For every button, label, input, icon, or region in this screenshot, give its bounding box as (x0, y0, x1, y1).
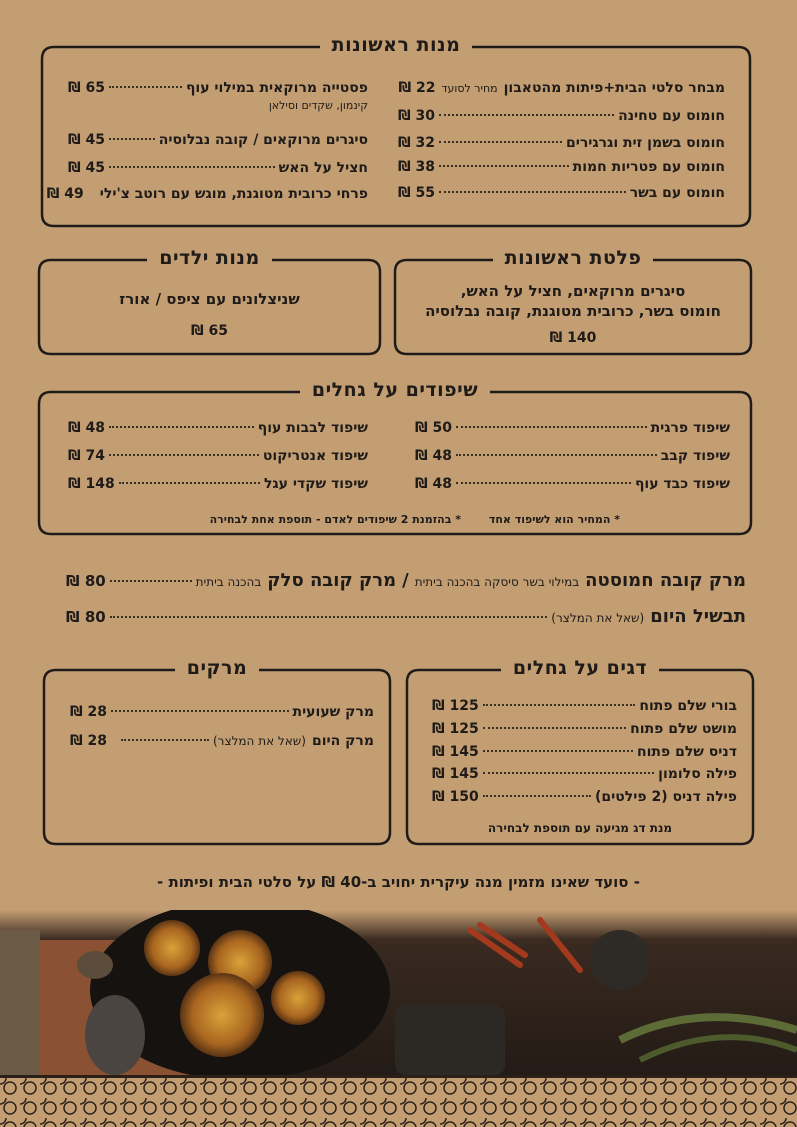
skewers-note-right: * המחיר הוא לשיפוד אחד (488, 513, 620, 526)
starter-subtext: קינמון, שקדים וסילאן (268, 99, 368, 112)
dish-of-day-line: תבשיל היום (שאל את המלצר) ₪ 80 (66, 606, 746, 627)
food-photo (0, 910, 797, 1075)
soups-panel (42, 657, 392, 846)
soups-title: מרקים (175, 657, 260, 679)
kubbeh-name1: מרק קובה חמוסטה (585, 570, 746, 591)
dish-of-day-name: תבשיל היום (650, 606, 746, 627)
starter-item: חציל על האש ₪ 45 (68, 160, 368, 176)
kids-line: שניצלונים עם ציפס / אורז (119, 290, 300, 308)
kids-title: מנות ילדים (147, 247, 272, 269)
skewer-item: שיפוד שקדי עגל ₪ 148 (68, 476, 368, 492)
soup-item: מרק שעועית ₪ 28 (70, 704, 374, 720)
food-photo-art (0, 910, 797, 1075)
kubbeh-name2: מרק קובה סלק (267, 570, 397, 591)
soups-frame (42, 668, 392, 846)
fish-item: מושט שלם פתוח ₪ 125 (432, 721, 737, 737)
platter-title: פלטת ראשונות (493, 247, 654, 269)
kubbeh-line: מרק קובה חמוסטה במילוי בשר סיסקה בהכנה ביתית / מרק קובה סלק בהכנה ביתית ₪ 80 (66, 570, 746, 591)
kubbeh-desc1: במילוי בשר סיסקה בהכנה ביתית (414, 575, 580, 589)
skewer-item: שיפוד קבב ₪ 48 (415, 448, 730, 464)
starter-item: סיגרים מרוקאים / קובה נבלוסיה ₪ 45 (68, 132, 368, 148)
platter-price: 140 ₪ (549, 330, 597, 346)
starter-item: חומוס עם בשר ₪ 55 (398, 185, 725, 201)
skewers-title: שיפודים על גחלים (300, 379, 490, 401)
kubbeh-desc2: בהכנה ביתית (195, 575, 262, 589)
skewer-item: שיפוד פרגית ₪ 50 (415, 420, 730, 436)
starter-item: חומוס עם טחינה ₪ 30 (398, 108, 725, 124)
fish-item: בורי שלם פתוח ₪ 125 (432, 698, 737, 714)
fish-item: פילה דניס (2 פילטים) ₪ 150 (432, 789, 737, 805)
dish-of-day-desc: (שאל את המלצר) (551, 611, 645, 625)
skewers-note-left: * בהזמנת 2 שיפודים לאדם - תוספת אחת לבחירה (209, 513, 461, 526)
starters-title: מנות ראשונות (320, 34, 473, 56)
starter-item: חומוס בשמן זית וגרגירים ₪ 32 (398, 135, 725, 151)
fish-item: דניס שלם פתוח ₪ 145 (432, 744, 737, 760)
skewer-item: שיפוד לבבות עוף ₪ 48 (68, 420, 368, 436)
footer-note: - סועד שאינו מזמין מנה עיקרית יחויב ב-40 ₪ על סלטי הבית ופיתות - (157, 873, 640, 891)
platter-line1: סיגרים מרוקאים, חציל על האש, (460, 282, 686, 300)
soup-item: מרק היום (שאל את המלצר) ₪ 28 (70, 733, 374, 749)
fish-item: פילה סלומון ₪ 145 (432, 766, 737, 782)
starter-item: מבחר סלטי הבית+פיתות מהטאבון מחיר לסועד ₪ 22 (398, 80, 725, 96)
starter-item: חומוס עם פטריות חמות ₪ 38 (398, 159, 725, 175)
decorative-pattern (0, 1075, 797, 1127)
skewer-item: שיפוד אנטריקוט ₪ 74 (68, 448, 368, 464)
platter-line2: חומוס בשר, כרובית מטוגנת, קובה נבלוסיה (425, 302, 721, 320)
fish-title: דגים על גחלים (501, 657, 659, 679)
kids-price: 65 ₪ (190, 323, 229, 339)
starter-item: פסטייה מרוקאית במילוי עוף ₪ 65 (68, 80, 368, 96)
starter-item: פרחי כרובית מטוגנת, מוגש עם רוטב צ'ילי ₪ 49 (46, 186, 368, 202)
fish-note: מנת דג מגיעה עם תוספת לבחירה (487, 821, 673, 835)
skewer-item: שיפוד כבד עוף ₪ 48 (415, 476, 730, 492)
